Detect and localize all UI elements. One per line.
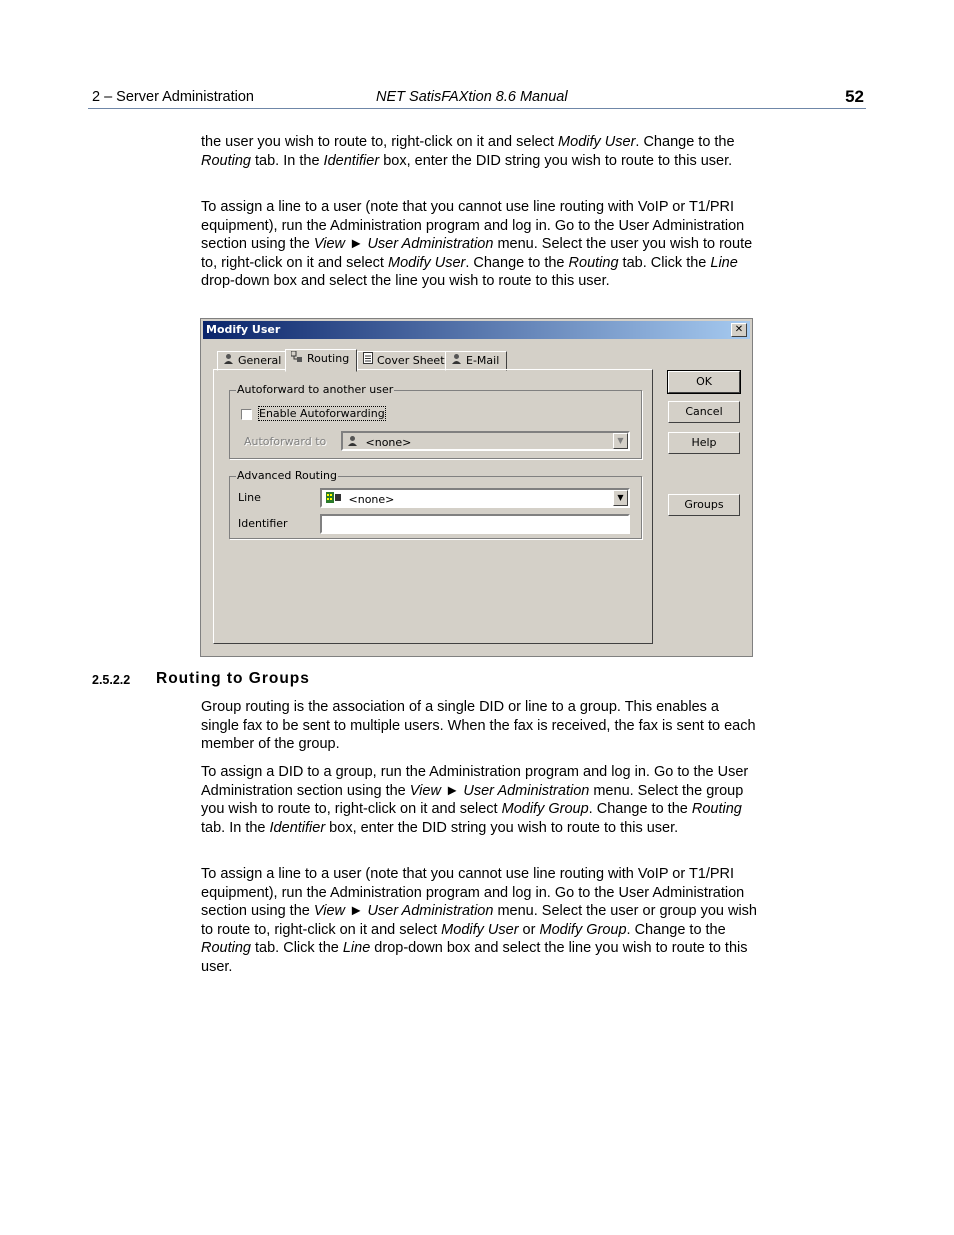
chapter-title: 2 – Server Administration: [92, 89, 254, 105]
tab-routing[interactable]: [285, 349, 357, 372]
paragraph-line-group-routing: To assign a line to a user (note that you cannot use line routing with VoIP or T1/PRI equipment), run the Administration program and log in. Go to the User Administration section using the View ► User Administration menu. Select the user or group you wish to route to, right-click on it and select Modify User or Modify Group. Change to the Routing tab. Click the Line drop-down box and select the line you wish to route to this user.: [201, 866, 757, 975]
document-icon: [363, 352, 373, 369]
user-icon: [223, 352, 234, 369]
chevron-down-icon[interactable]: ▼: [613, 433, 628, 449]
line-value: <none>: [348, 493, 395, 506]
dialog-titlebar: [203, 321, 750, 339]
tab-cover-sheet[interactable]: [357, 351, 446, 371]
autoforward-group: [229, 383, 642, 459]
manual-title: NET SatisFAXtion 8.6 Manual: [376, 89, 568, 105]
tab-routing-label: Routing: [307, 352, 350, 365]
paragraph-did-group-routing: To assign a DID to a group, run the Administration program and log in. Go to the User Administration section using the View ► User Administration menu. Select the group you wish to route to, right-click on it and select Modify Group. Change to the Routing tab. In the Identifier box, enter the DID string you wish to route to this user.: [201, 764, 749, 836]
autoforward-to-label: Autoforward to: [244, 435, 327, 448]
identifier-label: Identifier: [238, 517, 288, 530]
page-number: 52: [845, 87, 864, 106]
phone-line-icon: [326, 493, 341, 506]
autoforward-to-value: <none>: [365, 436, 412, 449]
line-select[interactable]: [320, 488, 630, 508]
routing-tab-panel: [213, 369, 653, 644]
user-icon: [451, 352, 462, 369]
routing-icon: [291, 350, 303, 367]
tab-general[interactable]: [217, 351, 286, 371]
section-title: Routing to Groups: [156, 670, 310, 687]
page-header: [88, 88, 866, 109]
modify-user-dialog: [200, 318, 753, 657]
tab-email-label: E-Mail: [466, 354, 500, 367]
paragraph-group-routing-intro: Group routing is the association of a single DID or line to a group. This enables a single fax to be sent to multiple users. When the fax is received, the fax is sent to each member of the group.: [201, 699, 756, 753]
enable-autoforwarding-label[interactable]: Enable Autoforwarding: [259, 407, 385, 420]
cancel-button[interactable]: Cancel: [668, 401, 740, 423]
dialog-title: Modify User: [206, 323, 281, 336]
help-button[interactable]: Help: [668, 432, 740, 454]
close-icon[interactable]: ✕: [731, 323, 747, 337]
paragraph-line-routing-user: To assign a line to a user (note that you cannot use line routing with VoIP or T1/PRI equipment), run the Administration program and log in. Go to the User Administration section using the View ► User Administration menu. Select the user you wish to route to, right-click on it and select Modify User. Change to the Routing tab. Click the Line drop-down box and select the line you wish to route to this user.: [201, 199, 753, 290]
tab-general-label: General: [238, 354, 282, 367]
tab-cover-sheet-label: Cover Sheet: [377, 354, 445, 367]
user-icon: [347, 436, 358, 449]
advanced-routing-group: [229, 469, 642, 539]
autoforward-group-label: Autoforward to another user: [237, 383, 394, 396]
tab-email[interactable]: [445, 351, 507, 371]
ok-button[interactable]: OK: [668, 371, 740, 393]
autoforward-to-select[interactable]: [341, 431, 630, 451]
advanced-routing-group-label: Advanced Routing: [237, 469, 338, 482]
section-number: 2.5.2.2: [92, 673, 131, 687]
paragraph-identifier-routing: the user you wish to route to, right-click on it and select Modify User. Change to the Routing tab. In the Identifier box, enter the DID string you wish to route to this user.: [201, 134, 735, 169]
enable-autoforwarding-checkbox[interactable]: [241, 409, 252, 420]
groups-button[interactable]: Groups: [668, 494, 740, 516]
identifier-field[interactable]: [320, 514, 630, 534]
chevron-down-icon[interactable]: ▼: [613, 490, 628, 506]
line-label: Line: [238, 491, 261, 504]
